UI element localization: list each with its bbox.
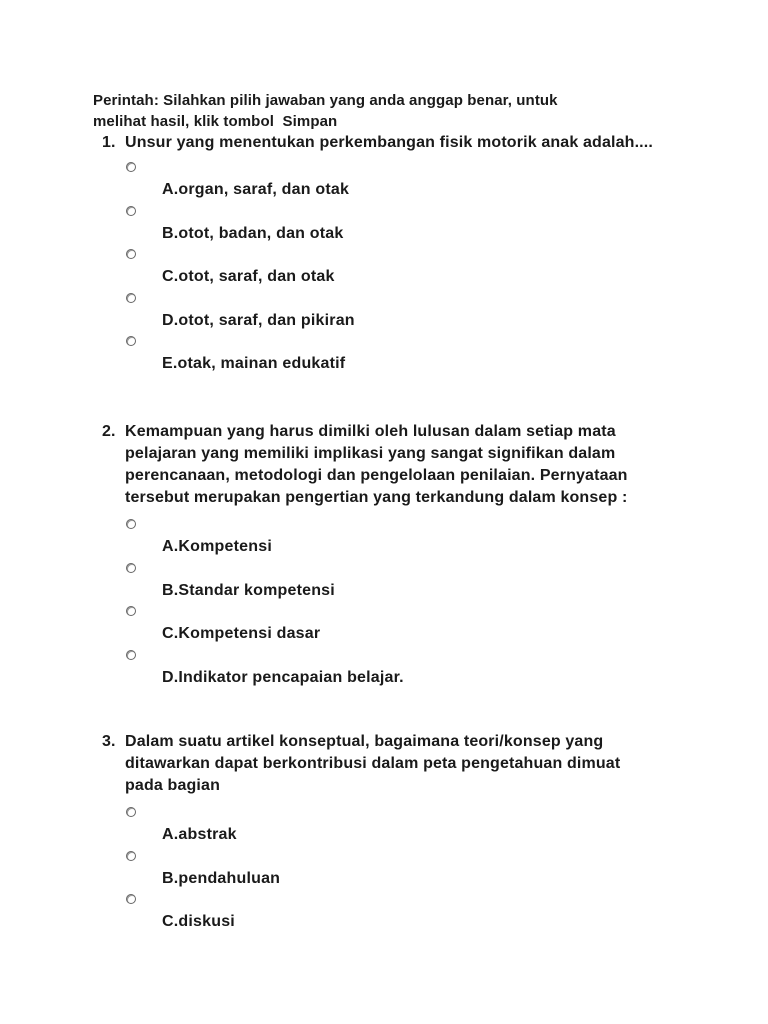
- radio-button[interactable]: [126, 162, 136, 172]
- question-text: Unsur yang menentukan perkembangan fisik motorik anak adalah....: [125, 134, 653, 151]
- answer-option-d[interactable]: [100, 291, 700, 335]
- question-number: 1.: [102, 134, 116, 151]
- option-label: D.otot, saraf, dan pikiran: [162, 311, 355, 329]
- answer-options: [100, 805, 700, 936]
- option-label: A.organ, saraf, dan otak: [162, 181, 350, 198]
- radio-button[interactable]: [126, 249, 136, 259]
- option-label: E.otak, mainan edukatif: [162, 355, 346, 372]
- question-number: 2.: [102, 423, 116, 440]
- option-label: C.diskusi: [162, 913, 235, 930]
- answer-option-b[interactable]: [100, 204, 700, 248]
- question-text: Kemampuan yang harus dimilki oleh lulusan dalam setiap mata pelajaran yang memiliki implikasi yang sangat signifikan dalam perencanaan, metodologi dan pengelolaan penilaian. Pernyataan tersebut merupakan pengertian yang terkandung dalam konsep :: [125, 423, 628, 506]
- question-2: [100, 421, 700, 691]
- option-label: C.otot, saraf, dan otak: [162, 268, 335, 285]
- radio-button[interactable]: [126, 293, 136, 303]
- answer-option-c[interactable]: [100, 604, 700, 648]
- question-number: 3.: [102, 733, 116, 750]
- answer-option-c[interactable]: [100, 892, 700, 936]
- option-label: A.abstrak: [162, 826, 237, 843]
- answer-options: [100, 160, 700, 378]
- radio-button[interactable]: [126, 807, 136, 817]
- radio-button[interactable]: [126, 336, 136, 346]
- question-text: Dalam suatu artikel konseptual, bagaimana teori/konsep yang ditawarkan dapat berkontribusi dalam peta pengetahuan dimuat pada bagian: [125, 733, 621, 794]
- option-label: D.Indikator pencapaian belajar.: [162, 668, 404, 686]
- question-3: [100, 731, 700, 936]
- option-label: B.pendahuluan: [162, 869, 281, 887]
- answer-option-b[interactable]: [100, 561, 700, 605]
- option-label: A.Kompetensi: [162, 538, 272, 555]
- answer-options: [100, 517, 700, 691]
- radio-button[interactable]: [126, 650, 136, 660]
- option-label: B.Standar kompetensi: [162, 581, 335, 599]
- radio-button[interactable]: [126, 894, 136, 904]
- radio-button[interactable]: [126, 606, 136, 616]
- radio-button[interactable]: [126, 851, 136, 861]
- answer-option-a[interactable]: [100, 517, 700, 561]
- option-label: C.Kompetensi dasar: [162, 625, 321, 642]
- option-label: B.otot, badan, dan otak: [162, 224, 344, 242]
- answer-option-c[interactable]: [100, 247, 700, 291]
- answer-option-a[interactable]: [100, 160, 700, 204]
- answer-option-a[interactable]: [100, 805, 700, 849]
- radio-button[interactable]: [126, 206, 136, 216]
- radio-button[interactable]: [126, 563, 136, 573]
- answer-option-b[interactable]: [100, 849, 700, 893]
- radio-button[interactable]: [126, 519, 136, 529]
- answer-option-e[interactable]: [100, 334, 700, 378]
- answer-option-d[interactable]: [100, 648, 700, 692]
- question-1: [100, 132, 700, 378]
- instruction-text: Perintah: Silahkan pilih jawaban yang anda anggap benar, untuk melihat hasil, klik tombol Simpan: [93, 92, 558, 130]
